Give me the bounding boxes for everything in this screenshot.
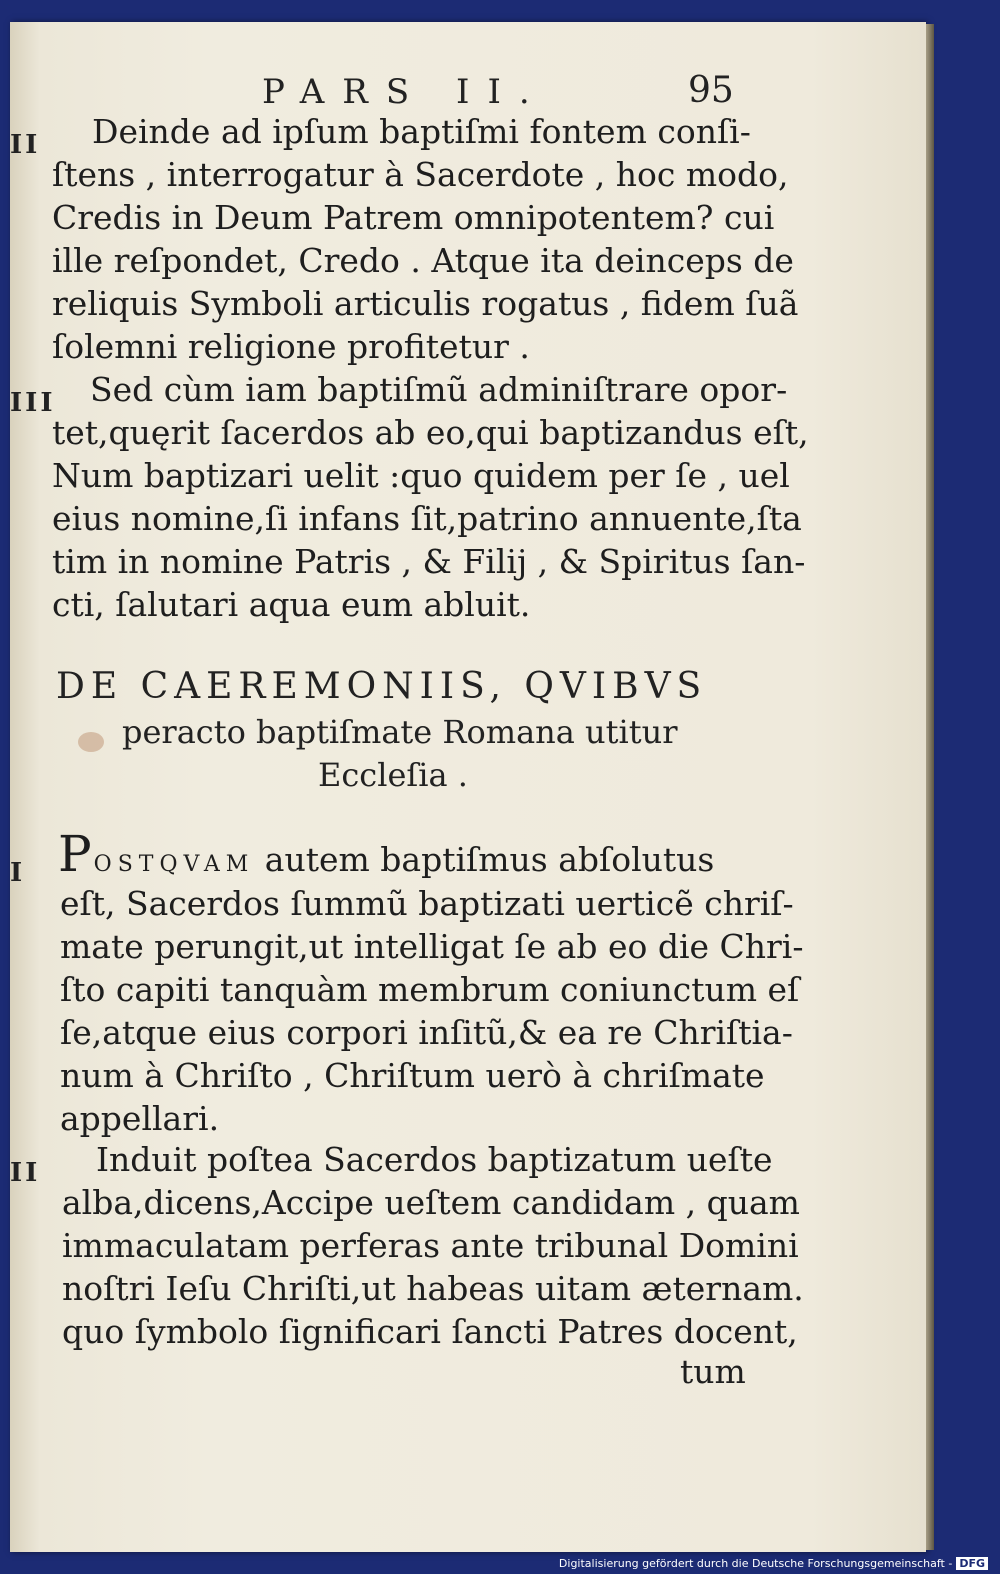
- paragraph-marker: II: [10, 130, 41, 160]
- text-line: noſtri Ieſu Chriſti,ut habeas uitam æternam.: [62, 1269, 804, 1308]
- catchword: tum: [680, 1352, 746, 1391]
- text-line: cti, ſalutari aqua eum abluit.: [52, 585, 531, 624]
- text-line: ſolemni religione profitetur .: [52, 327, 530, 366]
- smallcaps-word: OSTQVAM: [93, 852, 255, 877]
- running-head: PARS II.: [262, 72, 548, 112]
- text-line: reliquis Symboli articulis rogatus , fidem ſuã: [52, 284, 799, 323]
- text-line: eſt, Sacerdos ſummũ baptizati uerticẽ chriſ-: [60, 884, 794, 923]
- text-line: ſe,atque eius corpori inſitũ,& ea re Chriſtia-: [60, 1013, 793, 1052]
- text-line: appellari.: [60, 1099, 220, 1138]
- text-line: mate perungit,ut intelligat ſe ab eo die Chri-: [60, 927, 804, 966]
- text-line: Num baptizari uelit :quo quidem per ſe , uel: [52, 456, 790, 495]
- text-line: immaculatam perferas ante tribunal Domini: [62, 1226, 799, 1265]
- text-line-first: [58, 825, 748, 885]
- text-line: ſto capiti tanquàm membrum coniunctum eſ: [60, 970, 800, 1009]
- paragraph-marker: II: [10, 1158, 41, 1188]
- text-line: Credis in Deum Patrem omnipotentem? cui: [52, 198, 775, 237]
- drop-capital: P: [58, 825, 94, 883]
- text-line: tet,quęrit ſacerdos ab eo,qui baptizandus eſt,: [52, 413, 809, 452]
- text-span: autem baptiſmus abſolutus: [254, 840, 715, 879]
- text-line: quo ſymbolo ſignificari ſancti Patres docent,: [62, 1312, 798, 1351]
- text-line: eius nomine,ſi infans ſit,patrino annuente,ſta: [52, 499, 802, 538]
- text-line: tim in nomine Patris , & Filij , & Spiritus ſan-: [52, 542, 806, 581]
- section-subheading: peracto baptiſmate Romana utitur: [122, 713, 678, 751]
- section-subheading: Eccleſia .: [318, 756, 468, 794]
- dfg-logo-icon: DFG: [956, 1557, 988, 1570]
- paragraph-marker: III: [10, 388, 56, 418]
- paragraph-marker: I: [10, 858, 26, 888]
- footer-credit: [559, 1557, 988, 1570]
- footer-text: Digitalisierung gefördert durch die Deutsche Forschungsgemeinschaft -: [558, 1557, 953, 1570]
- text-line: ſtens , interrogatur à Sacerdote , hoc modo,: [52, 155, 789, 194]
- text-line: Sed cùm iam baptiſmũ adminiſtrare opor-: [90, 370, 788, 409]
- page-stain: [78, 732, 104, 752]
- text-line: num à Chriſto , Chriſtum uerò à chriſmate: [60, 1056, 765, 1095]
- section-heading: DE CAEREMONIIS, QVIBVS: [56, 666, 708, 707]
- text-line: ille reſpondet, Credo . Atque ita deinceps de: [52, 241, 794, 280]
- text-line: Deinde ad ipſum baptiſmi fontem conſi-: [92, 112, 751, 151]
- page-number: 95: [688, 70, 734, 111]
- text-line: Induit poſtea Sacerdos baptizatum ueſte: [96, 1140, 773, 1179]
- text-line: alba,dicens,Accipe ueſtem candidam , quam: [62, 1183, 800, 1222]
